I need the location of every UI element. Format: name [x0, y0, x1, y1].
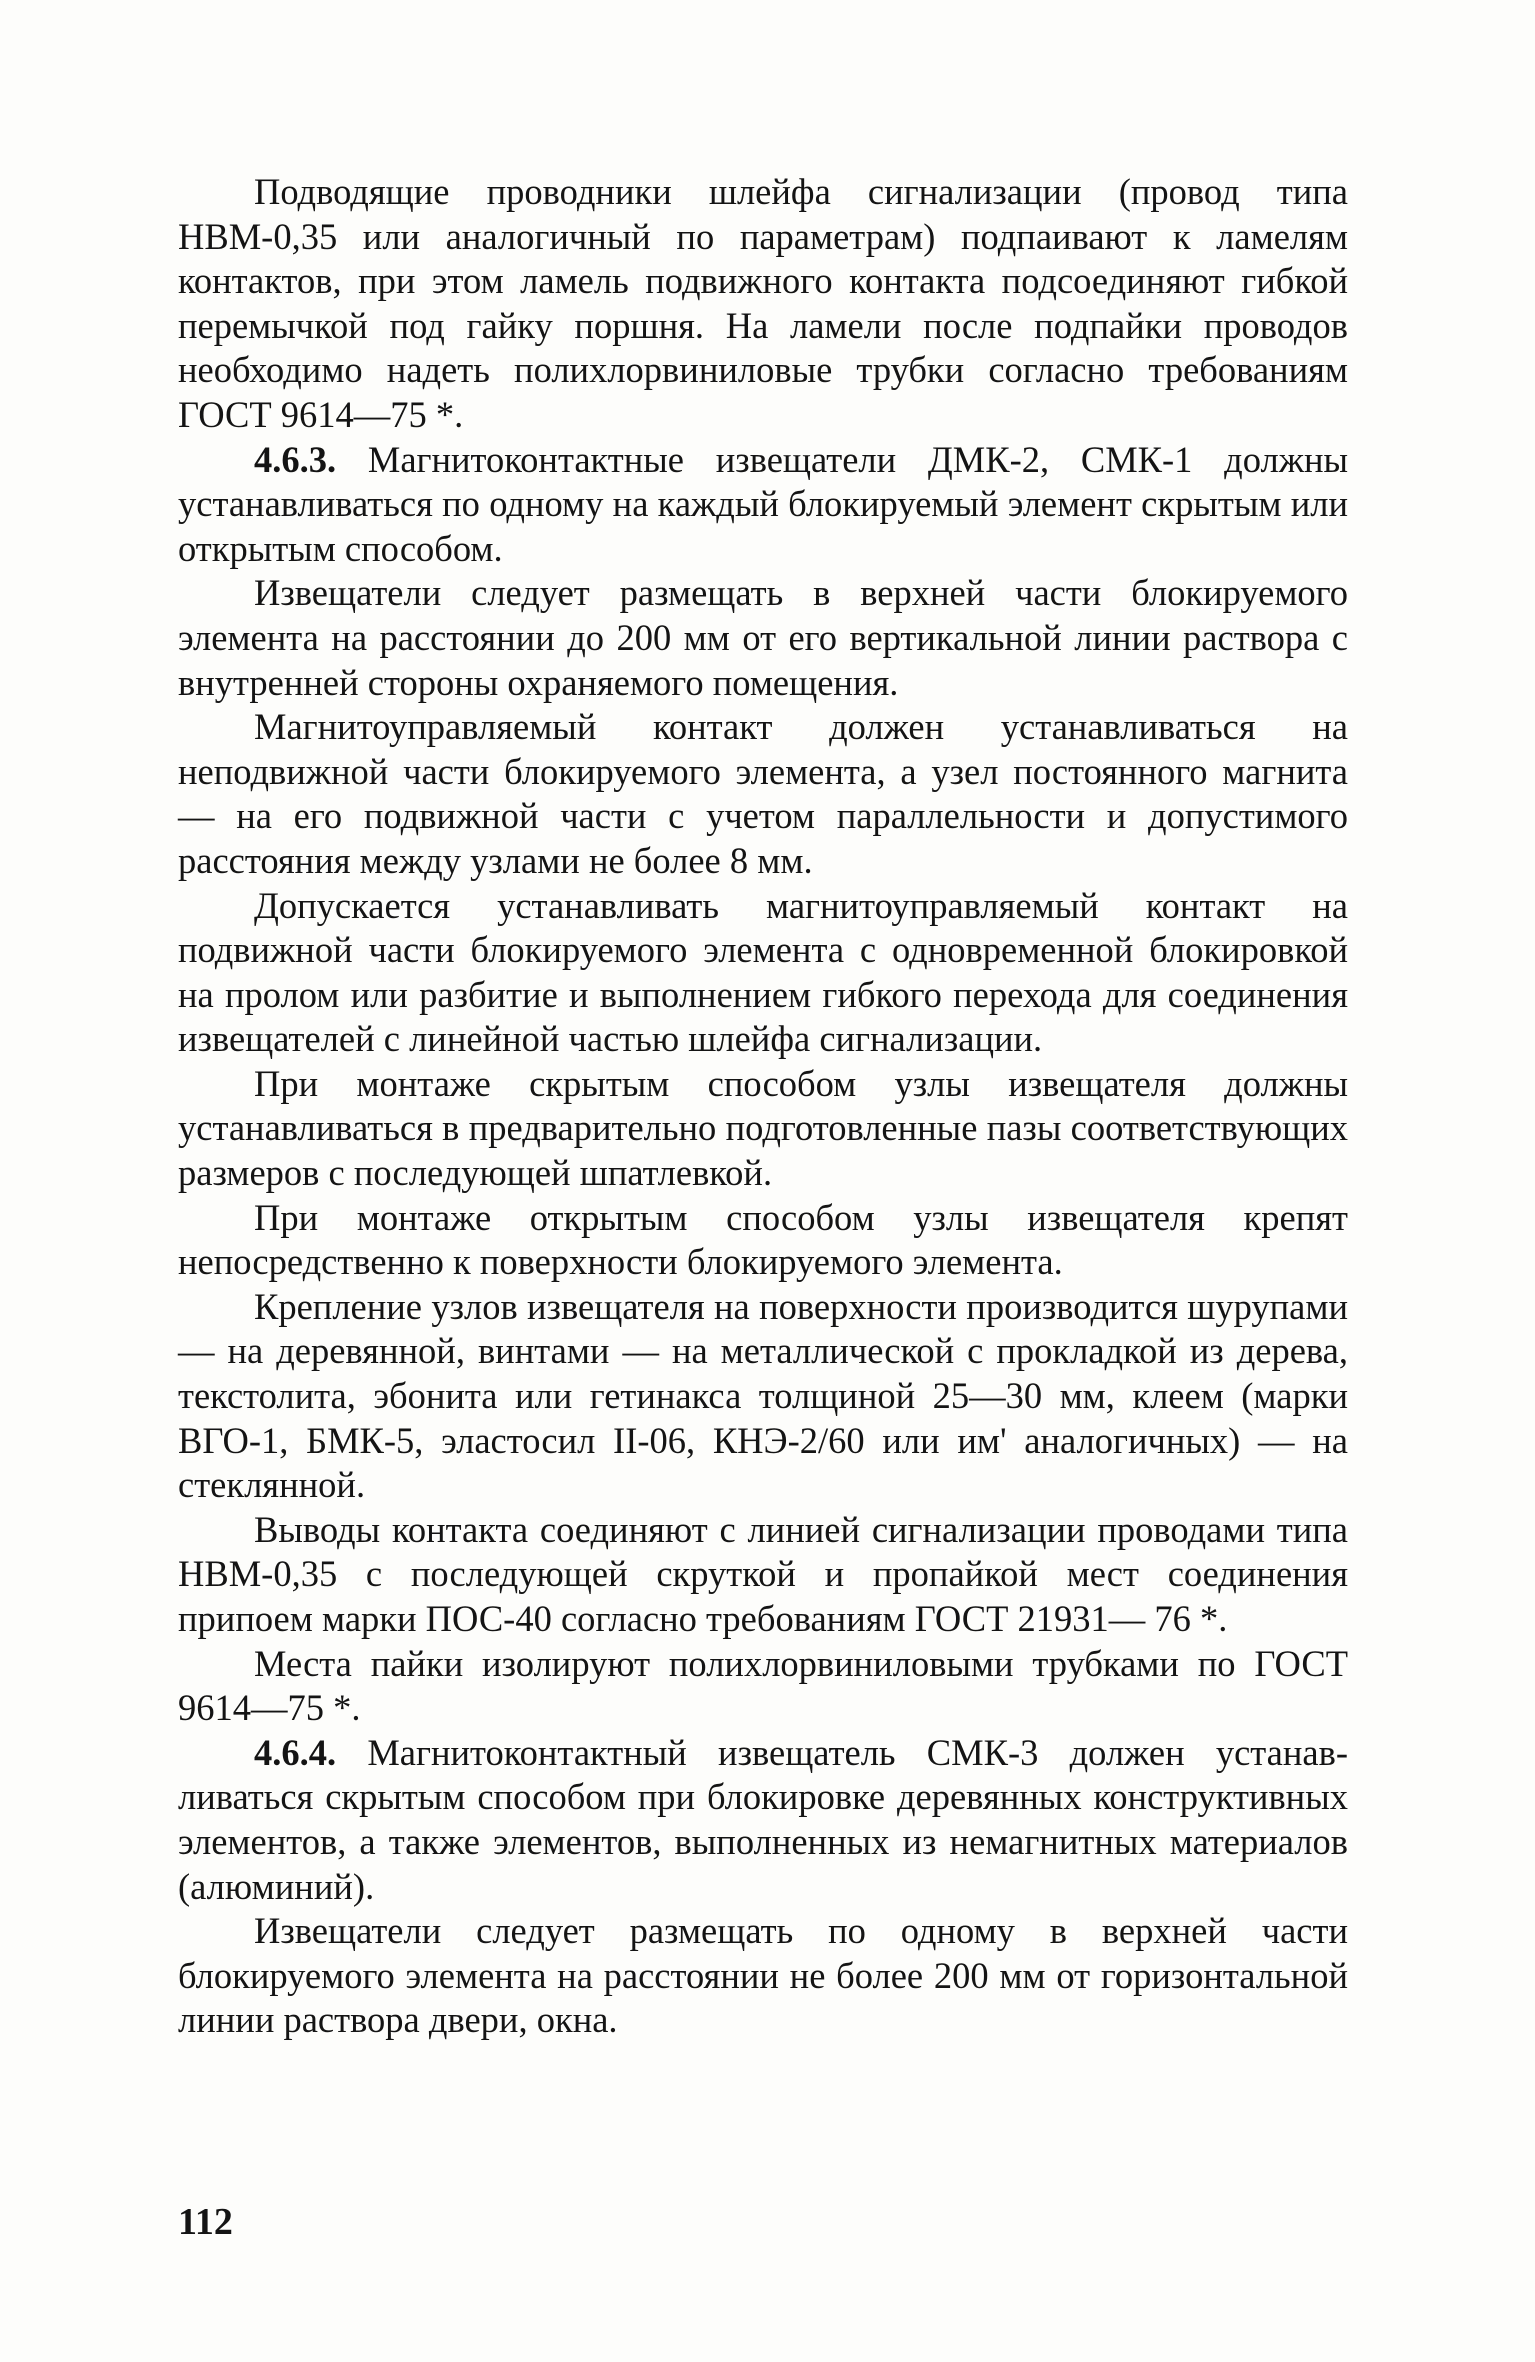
- paragraph-open-mount: [178, 1196, 1348, 1285]
- paragraph-4-6-3: [178, 438, 1348, 572]
- body-text: [178, 170, 1348, 2043]
- paragraph-text: Магнитоконтактный извещатель СМК-3 должен устанавливаться скрытым способом при блокировке деревянных конструктивных элементов, а также элементов, выполненных из немагнитных материалов (алюминий).: [178, 1731, 1348, 1907]
- section-number: 4.6.3.: [254, 438, 337, 480]
- paragraph-text: При монтаже скрытым способом узлы извещателя должны устанавливаться в предварительно подготовленные пазы соответствующих размеров с последующей шпатлевкой.: [178, 1062, 1348, 1194]
- paragraph-text: Магнитоуправляемый контакт должен устанавливаться на неподвижной части блокируемого элемента, а узел постоянного магнита — на его подвижной части с учетом параллельности и допустимого расстояния между узлами не более 8 мм.: [178, 706, 1348, 881]
- paragraph-text: Подводящие проводники шлейфа сигнализации (провод типа НВМ-0,35 или аналогичный по параметрам) подпаивают к ламелям контактов, при этом ламель подвижного контакта подсоединяют гибкой перемычкой под гайку поршня. На ламели после подпайки проводов необходимо надеть полихлорвиниловые трубки согласно требованиям ГОСТ 9614—75 *.: [178, 171, 1348, 435]
- paragraph-text: Места пайки изолируют полихлорвиниловыми трубками по ГОСТ 9614—75 *.: [178, 1642, 1348, 1729]
- paragraph-4-6-4: [178, 1731, 1348, 1909]
- paragraph-text: Магнитоконтактные извещатели ДМК-2, СМК-1 должны устанавливаться по одному на каждый блокируемый элемент скрытым или открытым способом.: [178, 438, 1348, 569]
- paragraph-allowed-install: [178, 884, 1348, 1062]
- paragraph-solder-insulation: [178, 1642, 1348, 1731]
- paragraph-text: Выводы контакта соединяют с линией сигнализации проводами типа НВМ-0,35 с последующей скруткой и пропайкой мест соединения припоем марки ПОС-40 согласно требованиям ГОСТ 21931— 76 *.: [178, 1508, 1348, 1639]
- paragraph-text: При монтаже открытым способом узлы извещателя крепят непосредственно к поверхности блокируемого элемента.: [178, 1196, 1348, 1283]
- page-number: 112: [178, 2201, 233, 2243]
- section-number: 4.6.4.: [254, 1731, 337, 1773]
- paragraph-smk3-placement: [178, 1909, 1348, 2043]
- paragraph-text: Крепление узлов извещателя на поверхности производится шурупами — на деревянной, винтами — на металлической с прокладкой из дерева, текстолита, эбонита или гетинакса толщиной 25—30 мм, клеем (марки ВГО-1, БМК-5, эластосил II-06, КНЭ-2/60 или им' аналогичных) — на стеклянной.: [178, 1285, 1348, 1506]
- paragraph-text: Извещатели следует размещать в верхней части блокируемого элемента на расстоянии до 200 мм от его вертикальной линии раствора с внутренней стороны охраняемого помещения.: [178, 572, 1348, 703]
- paragraph-magnet-contact: [178, 705, 1348, 883]
- paragraph-text: Извещатели следует размещать по одному в верхней части блокируемого элемента на расстоянии не более 200 мм от горизонтальной линии раствора двери, окна.: [178, 1910, 1348, 2041]
- paragraph-wire-soldering: [178, 170, 1348, 438]
- paragraph-text: Допускается устанавливать магнитоуправляемый контакт на подвижной части блокируемого элемента с одновременной блокировкой на пролом или разбитие и выполнением гибкого перехода для соединения извещателей с линейной частью шлейфа сигнализации.: [178, 884, 1348, 1060]
- paragraph-contact-leads: [178, 1508, 1348, 1642]
- paragraph-hidden-mount: [178, 1062, 1348, 1196]
- paragraph-placement: [178, 571, 1348, 705]
- paragraph-fastening: [178, 1285, 1348, 1508]
